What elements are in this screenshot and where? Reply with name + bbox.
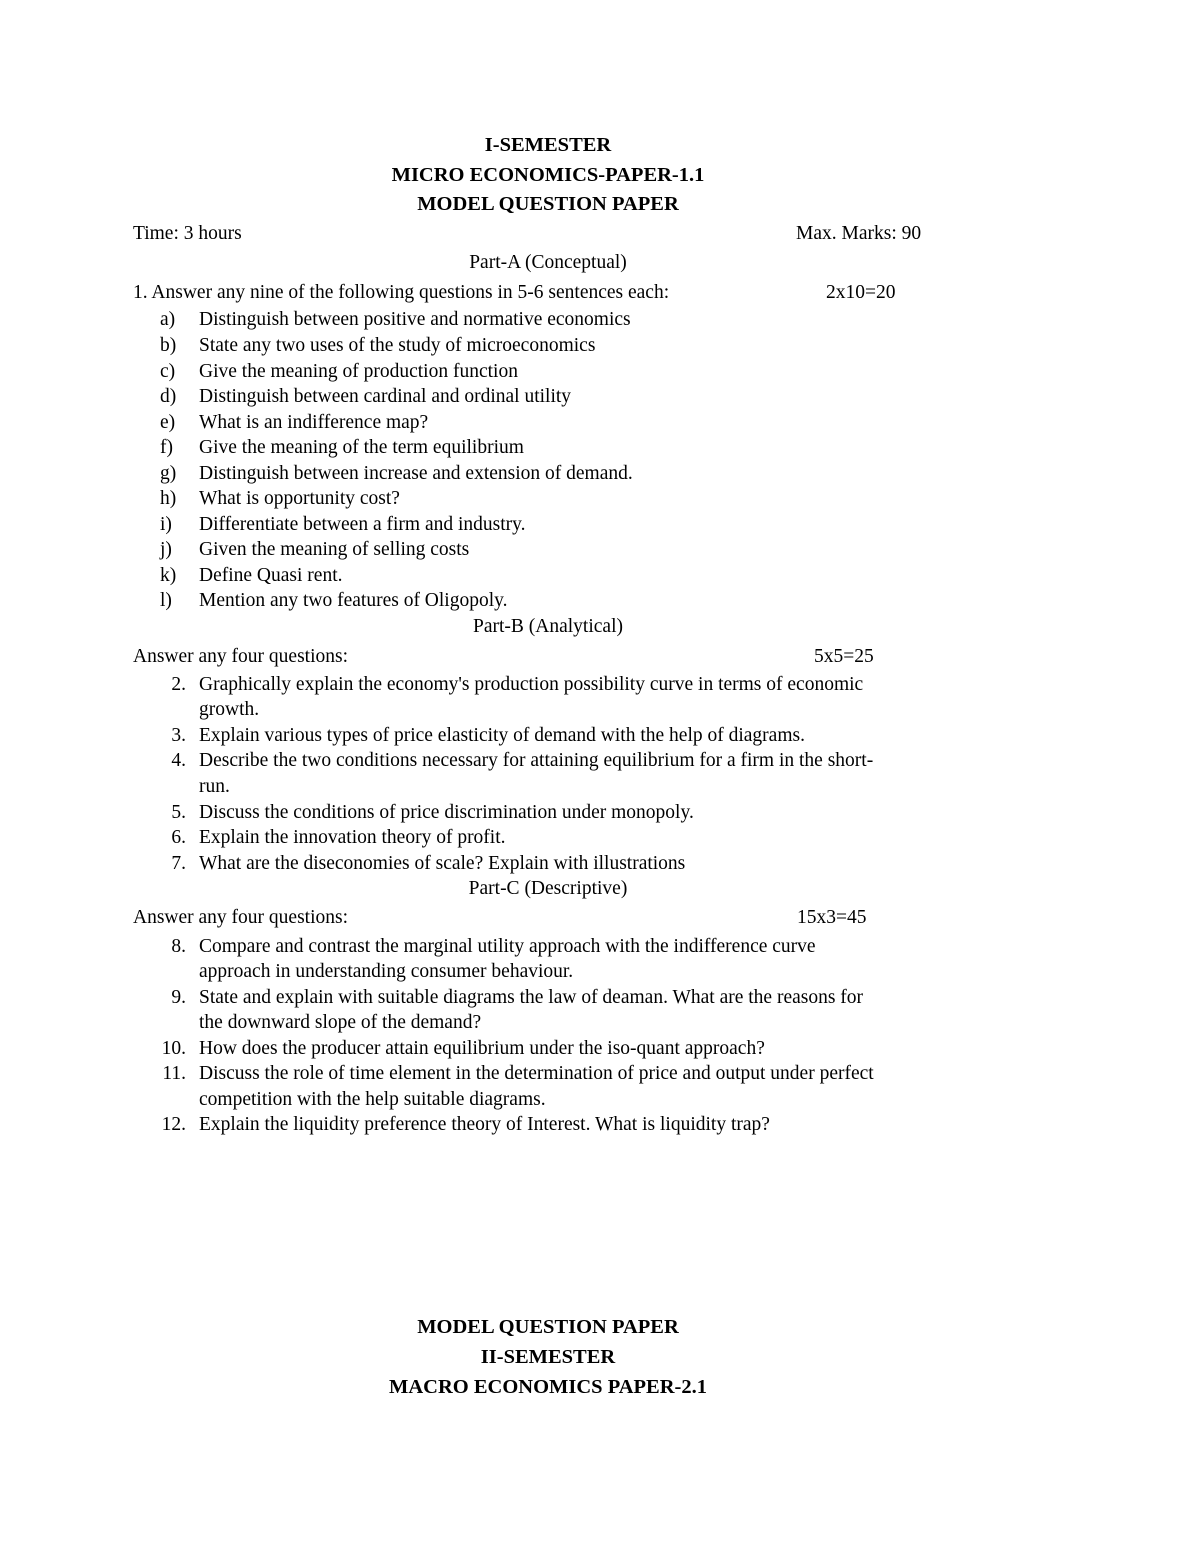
- subject-heading: MICRO ECONOMICS-PAPER-1.1: [391, 164, 705, 186]
- part-c-marks: 15x3=45: [797, 907, 867, 928]
- question-number: 11.: [162, 1063, 186, 1084]
- question-text: How does the producer attain equilibrium under the iso-quant approach?: [199, 1038, 765, 1059]
- question-number: 3.: [171, 725, 186, 746]
- next-paper-title: MODEL QUESTION PAPER: [417, 1316, 679, 1338]
- question-text: Explain the liquidity preference theory of Interest. What is liquidity trap?: [199, 1114, 770, 1135]
- question-text: State and explain with suitable diagrams the law of deaman. What are the reasons for: [199, 987, 864, 1008]
- question-text-continued: approach in understanding consumer behaviour.: [199, 961, 574, 982]
- question-text: Differentiate between a firm and industry.: [199, 514, 526, 535]
- paper-title: MODEL QUESTION PAPER: [417, 193, 679, 215]
- question-label: d): [160, 386, 177, 407]
- question-text: What is an indifference map?: [199, 412, 429, 433]
- question-label: f): [160, 437, 173, 458]
- question-text: What are the diseconomies of scale? Explain with illustrations: [199, 853, 686, 874]
- question-text: Mention any two features of Oligopoly.: [199, 590, 508, 611]
- question-label: c): [160, 361, 176, 382]
- question-text-continued: run.: [199, 776, 230, 797]
- question-number: 6.: [171, 827, 186, 848]
- question-label: a): [160, 309, 176, 330]
- semester-heading: I-SEMESTER: [484, 134, 612, 156]
- question-text: Distinguish between increase and extension of demand.: [199, 463, 633, 484]
- part-a-marks: 2x10=20: [826, 282, 896, 303]
- question-number: 5.: [171, 802, 186, 823]
- question-label: g): [160, 463, 177, 484]
- part-b-heading: Part-B (Analytical): [473, 616, 623, 637]
- question-text: What is opportunity cost?: [199, 488, 400, 509]
- time-label: Time: 3 hours: [133, 223, 242, 244]
- part-c-instruction: Answer any four questions:: [133, 907, 349, 928]
- question-label: e): [160, 412, 176, 433]
- question-text-continued: competition with the help suitable diagrams.: [199, 1089, 546, 1110]
- part-a-heading: Part-A (Conceptual): [469, 252, 627, 273]
- question-text-continued: the downward slope of the demand?: [199, 1012, 482, 1033]
- part-b-instruction: Answer any four questions:: [133, 646, 349, 667]
- question-number: 7.: [171, 853, 186, 874]
- question-number: 2.: [171, 674, 186, 695]
- question-text: Give the meaning of production function: [199, 361, 518, 382]
- max-marks-label: Max. Marks: 90: [796, 223, 922, 244]
- next-subject-heading: MACRO ECONOMICS PAPER-2.1: [389, 1376, 707, 1398]
- question-text: Explain various types of price elasticity of demand with the help of diagrams.: [199, 725, 805, 746]
- question-number: 12.: [161, 1114, 186, 1135]
- next-semester-heading: II-SEMESTER: [480, 1346, 616, 1368]
- question-text: Compare and contrast the marginal utility approach with the indifference curve: [199, 936, 816, 957]
- question-text-continued: growth.: [199, 699, 260, 720]
- part-b-marks: 5x5=25: [814, 646, 874, 667]
- question-label: b): [160, 335, 177, 356]
- question-text: Given the meaning of selling costs: [199, 539, 470, 560]
- question-number: 10.: [161, 1038, 186, 1059]
- question-text: Define Quasi rent.: [199, 565, 343, 586]
- question-text: Give the meaning of the term equilibrium: [199, 437, 524, 458]
- question-label: j): [160, 539, 172, 560]
- question-text: Describe the two conditions necessary for attaining equilibrium for a firm in the short-: [199, 750, 874, 771]
- question-text: Distinguish between positive and normative economics: [199, 309, 631, 330]
- question-text: Explain the innovation theory of profit.: [199, 827, 506, 848]
- question-text: Distinguish between cardinal and ordinal utility: [199, 386, 572, 407]
- question-number: 9.: [171, 987, 186, 1008]
- question-label: l): [160, 590, 172, 611]
- question-label: i): [160, 514, 172, 535]
- question-number: 4.: [171, 750, 186, 771]
- part-a-instruction: 1. Answer any nine of the following questions in 5-6 sentences each:: [133, 282, 670, 303]
- part-c-heading: Part-C (Descriptive): [468, 878, 628, 899]
- question-text: Graphically explain the economy's production possibility curve in terms of economic: [199, 674, 864, 695]
- question-number: 8.: [171, 936, 186, 957]
- question-text: Discuss the role of time element in the determination of price and output under perfect: [199, 1063, 874, 1084]
- question-label: h): [160, 488, 177, 509]
- question-text: State any two uses of the study of microeconomics: [199, 335, 596, 356]
- question-text: Discuss the conditions of price discrimination under monopoly.: [199, 802, 694, 823]
- question-label: k): [160, 565, 177, 586]
